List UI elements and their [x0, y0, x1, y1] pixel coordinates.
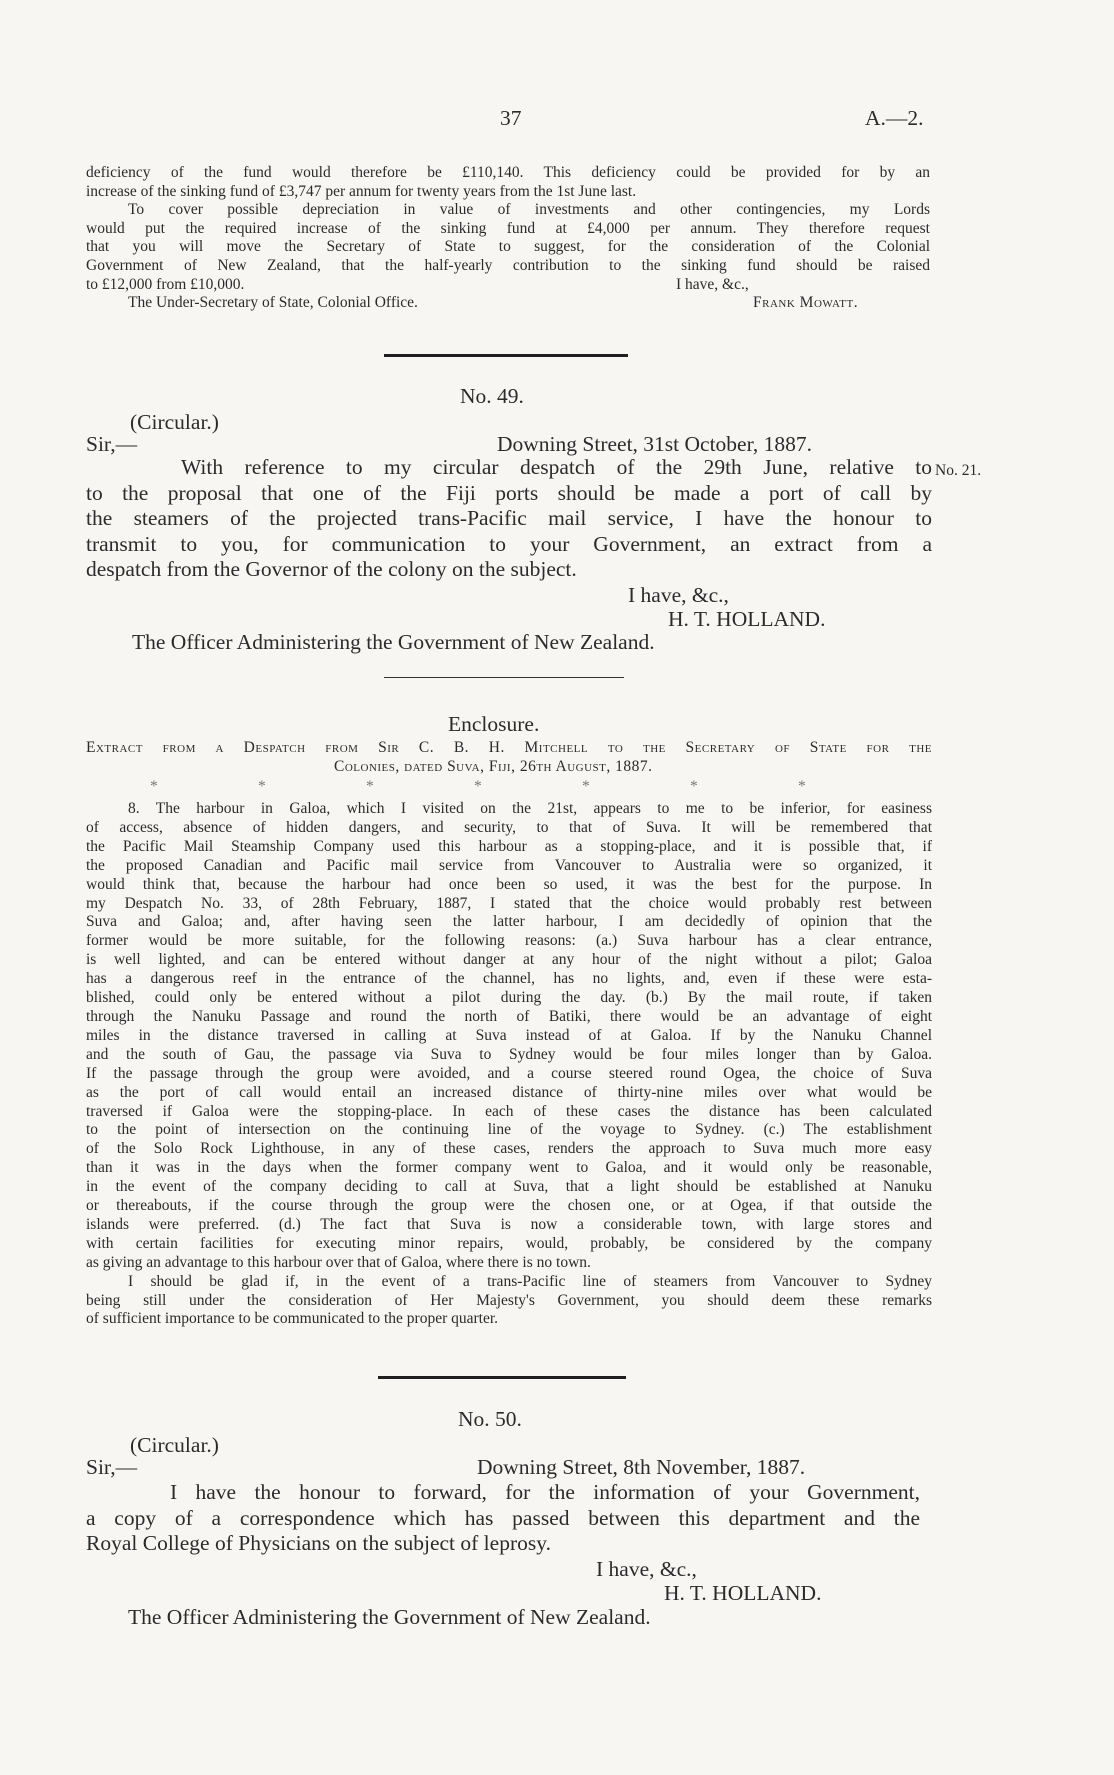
text-line: islands were preferred. (d.) The fact that Suva is now a considerable town, with large stores and: [86, 1215, 932, 1233]
star: *: [150, 778, 158, 795]
addressee: The Under-Secretary of State, Colonial Office.: [128, 294, 418, 312]
addressee: The Officer Administering the Government of New Zealand.: [132, 630, 655, 654]
text-line: the Pacific Mail Steamship Company used this harbour as a stopping-place, and it is possible that, if: [86, 837, 932, 855]
text-line: Extract from a Despatch from Sir C. B. H. Mitchell to the Secretary of State for the: [86, 739, 932, 756]
signature: H. T. HOLLAND.: [668, 607, 826, 631]
text-line: former would be more suitable, for the following reasons: (a.) Suva harbour has a clear entrance,: [86, 932, 932, 950]
text-line: has a dangerous reef in the entrance of the channel, has no lights, and, even if these were esta-: [86, 970, 932, 988]
text-line: with certain facilities for executing minor repairs, would, probably, be considered by the company: [86, 1234, 932, 1252]
text-line: the proposed Canadian and Pacific mail service from Vancouver to Australia were so organized, it: [86, 856, 932, 874]
signature: Frank Mowatt.: [753, 294, 859, 312]
star: *: [474, 778, 482, 795]
letter-body: [86, 1480, 920, 1557]
letter-heading: No. 49.: [460, 384, 524, 408]
closing: I have, &c.,: [628, 583, 729, 607]
text-line: than it was in the days when the former company went to Galoa, and it would only be reasonable,: [86, 1159, 932, 1177]
text-line: Suva and Galoa; and, after having seen the latter harbour, I am decidedly of opinion that the: [86, 913, 932, 931]
text-line: If the passage through the group were avoided, and a course steered round Ogea, the choice of Suva: [86, 1064, 932, 1082]
text-line: being still under the consideration of Her Majesty's Government, you should deem these remarks: [86, 1291, 932, 1309]
text-line: that you will move the Secretary of State to suggest, for the consideration of the Colonial: [86, 238, 930, 256]
document-reference: A.—2.: [865, 106, 924, 130]
text-line: as the port of call would entail an increased distance of thirty-nine miles over what would be: [86, 1083, 932, 1101]
text-line: I have the honour to forward, for the information of your Government,: [170, 1480, 920, 1504]
enclosure-heading: Enclosure.: [448, 712, 540, 736]
text-line: my Despatch No. 33, of 28th February, 1887, I stated that the choice would probably rest between: [86, 894, 932, 912]
addressee: The Officer Administering the Government of New Zealand.: [128, 1605, 651, 1629]
text-line: traversed if Galoa were the stopping-place. In each of these cases the distance has been calculated: [86, 1102, 932, 1120]
enclosure-body: [86, 800, 932, 1329]
text-line: of the Solo Rock Lighthouse, in any of these cases, renders the approach to Suva much more easy: [86, 1140, 932, 1158]
text-line: to the proposal that one of the Fiji ports should be made a port of call by: [86, 480, 932, 505]
text-line: to £12,000 from £10,000.: [86, 275, 245, 293]
closing: I have, &c.,: [596, 1557, 697, 1581]
salutation: Sir,—: [86, 1455, 138, 1479]
text-line: would think that, because the harbour had once been so used, it was the best for the purpose. In: [86, 875, 932, 893]
continuation-block: [86, 164, 930, 313]
circular-label: (Circular.): [130, 1433, 219, 1457]
extract-title: [86, 739, 932, 776]
text-line: transmit to you, for communication to your Government, an extract from a: [86, 531, 932, 556]
closing: I have, &c.,: [676, 275, 749, 293]
star: *: [798, 778, 806, 795]
place-date: Downing Street, 8th November, 1887.: [477, 1455, 806, 1479]
text-line: as giving an advantage to this harbour over that of Galoa, where there is no town.: [86, 1253, 591, 1271]
letter-body: [86, 455, 932, 583]
text-line: deficiency of the fund would therefore be £110,140. This deficiency could be provided for by an: [86, 164, 930, 181]
text-line: would put the required increase of the sinking fund at £4,000 per annum. They therefore request: [86, 219, 930, 237]
text-line: of access, absence of hidden dangers, and security, to that of Suva. It will be remembered that: [86, 818, 932, 836]
text-line: Royal College of Physicians on the subject of leprosy.: [86, 1531, 551, 1555]
text-line: in the event of the company deciding to call at Suva, that a light should be established at Nanuku: [86, 1178, 932, 1196]
star: *: [258, 778, 266, 795]
text-line: despatch from the Governor of the colony on the subject.: [86, 557, 577, 581]
text-line: Colonies, dated Suva, Fiji, 26th August, 1887.: [334, 757, 653, 775]
text-line: 8. The harbour in Galoa, which I visited on the 21st, appears to me to be inferior, for easiness: [128, 800, 932, 817]
margin-reference: No. 21.: [935, 462, 982, 479]
text-line: through the Nanuku Passage and round the north of Batiki, there would be an advantage of eight: [86, 1007, 932, 1025]
text-line: the steamers of the projected trans-Pacific mail service, I have the honour to: [86, 506, 932, 530]
text-line: of sufficient importance to be communicated to the proper quarter.: [86, 1310, 499, 1328]
text-line: a copy of a correspondence which has passed between this department and the: [86, 1505, 920, 1530]
signature: H. T. HOLLAND.: [664, 1581, 822, 1605]
star: *: [582, 778, 590, 795]
text-line: increase of the sinking fund of £3,747 per annum for twenty years from the 1st June last.: [86, 182, 637, 200]
text-line: With reference to my circular despatch of the 29th June, relative to: [181, 455, 932, 479]
page-number: 37: [500, 106, 522, 130]
circular-label: (Circular.): [130, 410, 219, 434]
section-divider: [384, 354, 628, 357]
text-line: to the point of intersection on the continuing line of the voyage to Sydney. (c.) The establishment: [86, 1121, 932, 1139]
text-line: is well lighted, and can be entered without danger at any hour of the night without a pilot; Galoa: [86, 951, 932, 969]
star: *: [690, 778, 698, 795]
salutation: Sir,—: [86, 432, 138, 456]
place-date: Downing Street, 31st October, 1887.: [497, 432, 813, 456]
text-line: I should be glad if, in the event of a trans-Pacific line of steamers from Vancouver to Sydney: [128, 1272, 932, 1290]
letter-heading: No. 50.: [458, 1407, 522, 1431]
section-divider: [384, 677, 624, 678]
text-line: blished, could only be entered without a pilot during the day. (b.) By the mail route, if taken: [86, 989, 932, 1007]
text-line: or thereabouts, if the course through the group were the chosen one, or at Ogea, if that outside the: [86, 1197, 932, 1215]
text-line: To cover possible depreciation in value of investments and other contingencies, my Lords: [128, 201, 930, 219]
text-line: and the south of Gau, the passage via Suva to Sydney would be four miles longer than by Galoa.: [86, 1045, 932, 1063]
star: *: [366, 778, 374, 795]
text-line: Government of New Zealand, that the half-yearly contribution to the sinking fund should be raised: [86, 256, 930, 274]
section-divider: [378, 1376, 626, 1379]
text-line: miles in the distance traversed in calling at Suva instead of at Galoa. If by the Nanuku Channel: [86, 1026, 932, 1044]
omission-stars: [150, 778, 906, 797]
